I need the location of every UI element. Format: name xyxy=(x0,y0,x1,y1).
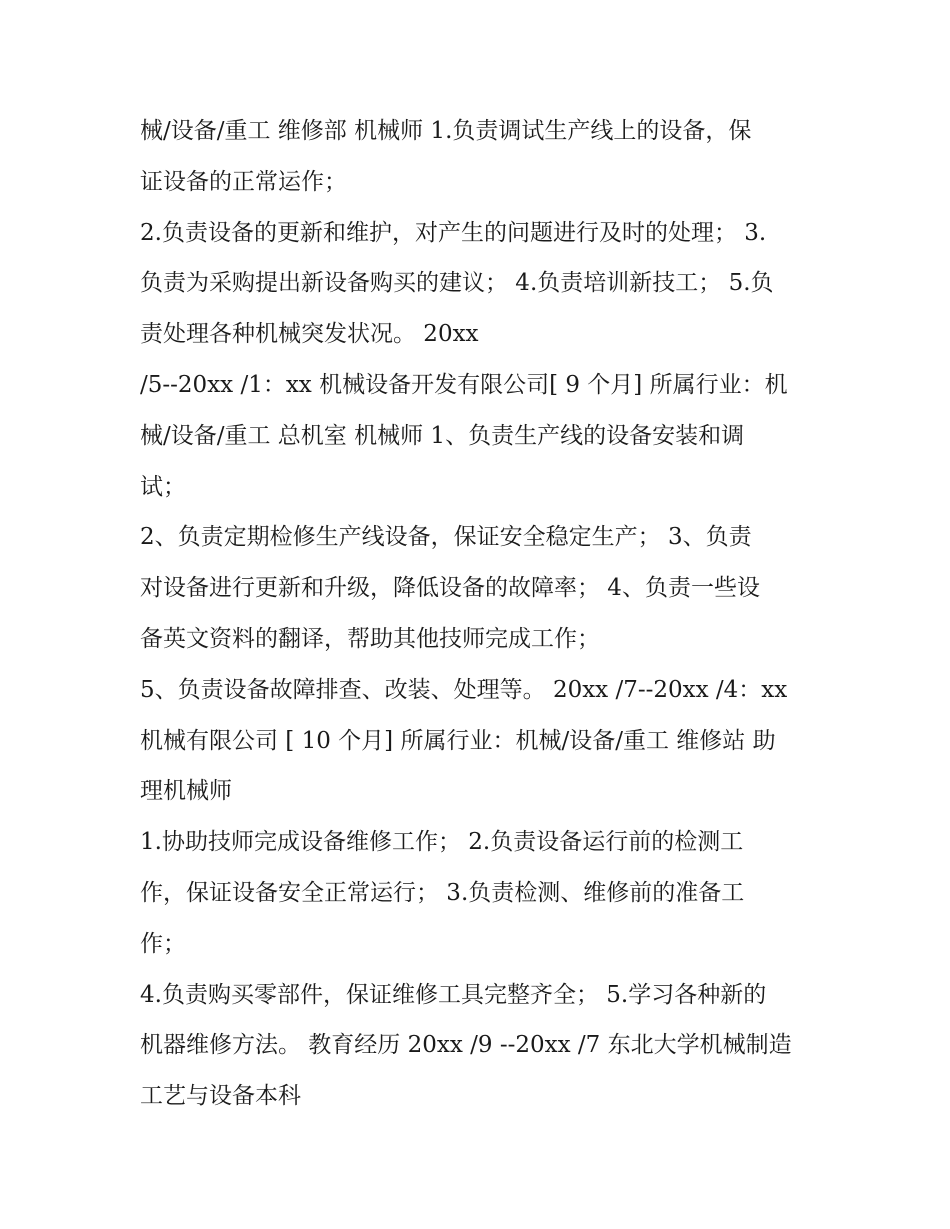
text-line: 机器维修方法。 教育经历 20xx /9 --20xx /7 东北大学机械制造 xyxy=(140,1032,792,1059)
text-line: 作，保证设备安全正常运行； 3.负责检测、维修前的准备工 xyxy=(140,879,745,906)
text-line: 2.负责设备的更新和维护，对产生的问题进行及时的处理； 3. xyxy=(140,219,767,246)
text-line: 证设备的正常运作； xyxy=(140,168,347,195)
text-line: 械/设备/重工 维修部 机械师 1.负责调试生产线上的设备，保 xyxy=(140,118,752,144)
text-line: 对设备进行更新和升级，降低设备的故障率； 4、负责一些设 xyxy=(140,575,760,602)
text-line: 负责为采购提出新设备购买的建议； 4.负责培训新技工； 5.负 xyxy=(140,270,774,297)
text-line: 1.协助技师完成设备维修工作； 2.负责设备运行前的检测工 xyxy=(140,829,744,856)
text-line: 理机械师 xyxy=(140,778,232,805)
text-line: 2、负责定期检修生产线设备，保证安全稳定生产； 3、负责 xyxy=(140,524,752,551)
text-line: 工艺与设备本科 xyxy=(140,1083,301,1110)
resume-text-body xyxy=(140,106,820,1122)
text-line: 作； xyxy=(140,930,186,957)
text-line: 械/设备/重工 总机室 机械师 1、负责生产线的设备安装和调 xyxy=(140,422,745,449)
text-line: 4.负责购买零部件，保证维修工具完整齐全； 5.学习各种新的 xyxy=(140,981,767,1008)
text-line: 5、负责设备故障排查、改装、处理等。 20xx /7--20xx /4：xx xyxy=(140,676,788,703)
text-line: /5--20xx /1：xx 机械设备开发有限公司[ 9 个月] 所属行业：机 xyxy=(140,371,788,398)
text-line: 机械有限公司 [ 10 个月] 所属行业：机械/设备/重工 维修站 助 xyxy=(140,727,776,754)
text-line: 试； xyxy=(140,473,186,500)
text-line: 责处理各种机械突发状况。 20xx xyxy=(140,321,479,348)
text-line: 备英文资料的翻译，帮助其他技师完成工作； xyxy=(140,625,600,652)
